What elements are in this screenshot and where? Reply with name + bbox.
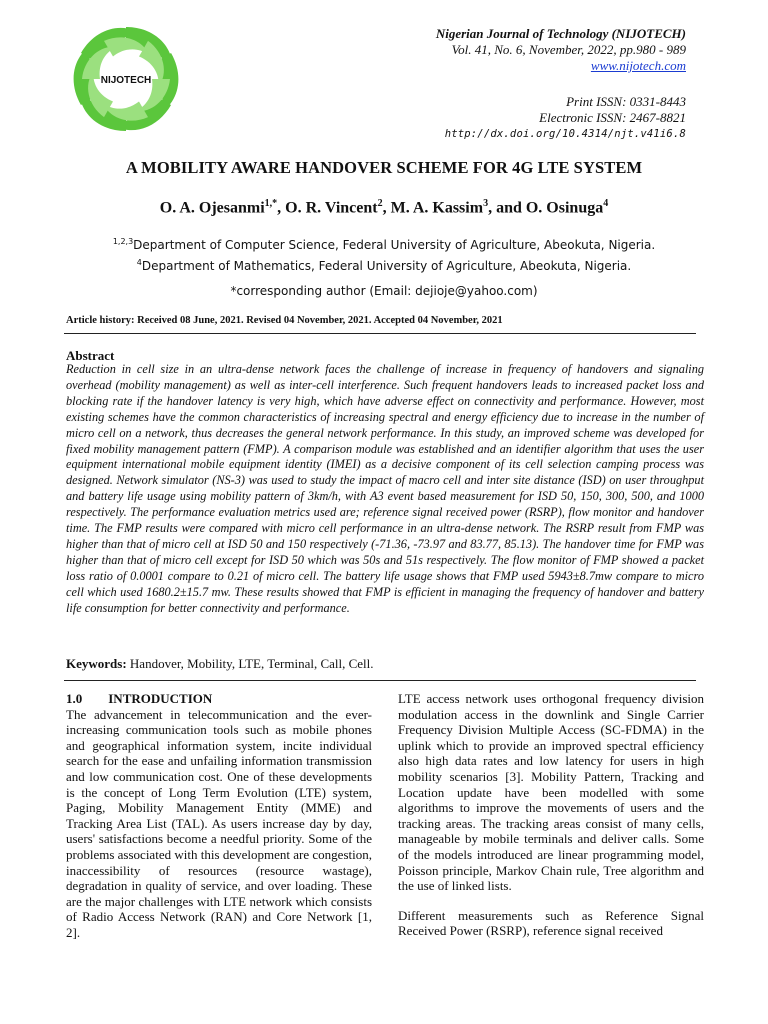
affiliation-sup: 4 [136,258,142,267]
abstract-heading: Abstract [66,348,115,363]
author-sup: 2 [377,198,383,209]
keywords-label: Keywords: [66,656,127,671]
affiliation-text: Department of Computer Science, Federal University of Agriculture, Abeokuta, Nigeria. [133,238,656,252]
affiliation-line [0,233,768,254]
journal-header [436,26,686,74]
author-name: M. A. Kassim [390,199,484,217]
corresponding-email[interactable]: Email: dejioje@yahoo.com [374,284,533,298]
section-heading [66,691,372,707]
author-name: O. A. Ojesanmi [159,199,265,217]
author-name: O. Osinuga [525,199,604,217]
body-column-left [66,691,372,941]
divider-top [64,333,696,334]
abstract-text: Reduction in cell size in an ultra-dense network faces the challenge of increase in frequency of handovers and signaling overhead (mobility management) as well as inter-cell interference. Such frequent handovers leads to increased packet loss and blocking rate if the handover latency is very high, which have adverse effect on connectivity and performance. However, most existing schemes have the common characteristics of increasing spectral and energy efficiency due to increase in the number of micro cell on a network, thus decreases the general network performance. In this study, an improved scheme was developed for fixed mobility management pattern (FMP). A comparison module was established and an identifier algorithm that uses the user equipment international mobile equipment identity (IMEI) as a decisive component of its cell selection camping process was designed. Network simulator (NS-3) was used to study the impact of macro cell and inter site distance (ISD) on user throughput and battery life usage using mobility pattern of 3km/h, with A3 event based measurement for ISD 50, 150, 300, 500, and 1000 respectively. The performance evaluation metrics used are; reference signal received power (RSRP), flow monitor and handover time. The FMP results were compared with micro cell performance in an ultra-dense network. The RSRP result from FMP was higher than that of micro cell at ISD 50 and 150 respectively (-71.36, -73.97 and 83.77, 85.13). The handover time for FMP was higher than that of micro cell except for ISD 50 which was 50s and 51s respectively. The flow monitor of FMP showed a packet loss ratio of 0.0001 compare to 0.21 of micro cell. The battery life usage shows that FMP used 5943±8.7mw compare to micro cell which used 1680.2±15.7 mw. These results showed that FMP is efficient in managing the frequency of handover and battery life consumption for better connectivity and performance. [66,362,704,615]
keywords [66,656,374,672]
affiliations [0,233,768,275]
article-history: Article history: Received 08 June, 2021. Revised 04 November, 2021. Accepted 04 November, 2021 [66,315,503,326]
intro-paragraph-2: LTE access network uses orthogonal frequency division modulation access in the downlink and Single Carrier Frequency Division Multiple Access (SC-FDMA) in the uplink which to provide an improved spectral efficiency also high data rates and low latency for users in high mobility scenarios [3]. Mobility Pattern, Tracking and Location update have been modelled with some algorithms to improve the movements of users and the tracking areas. The tracking areas consist of many cells, manageable by mobile terminals and deliver calls. Some of the models introduced are linear programming model, Poisson principle, Markov Chain rule, Tree algorithm and the use of linked lists. [398,691,704,894]
corresponding-label: *corresponding author ( [230,284,374,298]
intro-paragraph-3: Different measurements such as Reference Signal Received Power (RSRP), reference signal received [398,907,704,939]
doi-link[interactable]: http://dx.doi.org/10.4314/njt.v41i6.8 [444,128,686,140]
electronic-issn: Electronic ISSN: 2467-8821 [539,110,686,125]
author-sep: , [277,199,286,217]
corresponding-author [0,284,768,298]
section-title: INTRODUCTION [108,691,213,706]
print-issn: Print ISSN: 0331-8443 [566,94,686,109]
issn-block [445,94,686,142]
divider-bottom [64,680,696,681]
author-sup: 3 [483,198,489,209]
section-number: 1.0 [66,691,83,706]
author-sup: 1,* [264,198,278,209]
corresponding-close: ) [532,284,538,298]
affiliation-sup: 1,2,3 [112,237,134,246]
journal-name: Nigerian Journal of Technology (NIJOTECH) [435,26,686,41]
affiliation-line [0,254,768,275]
author-sep: , [382,199,391,217]
logo-text: NIJOTECH [100,75,152,86]
intro-paragraph-1: The advancement in telecommunication and the ever-increasing communication tools such as mobile phones and geographical information system, incite individual search for the ease and unfailing information transmission and low communication cost. One of these developments is the concept of Long Term Evolution (LTE) system, Paging, Mobility Management Entity (MME) and Tracking Area List (TAL). As users increase day by day, users' satisfactions become a needful priority. Some of the problems associated with this development are congestion, inaccessibility of resources (resource wastage), degradation in quality of service, and over loading. These are the major challenges with LTE network which consists of Radio Access Network (RAN) and Core Network [1, 2]. [66,706,372,940]
keywords-text: Handover, Mobility, LTE, Terminal, Call, Cell. [126,656,374,671]
nijotech-logo [66,24,186,134]
author-sup: 4 [603,198,609,209]
author-sep: , and [488,199,526,217]
volume-line: Vol. 41, No. 6, November, 2022, pp.980 - 989 [451,42,686,57]
author-name: O. R. Vincent [285,199,378,217]
affiliation-text: Department of Mathematics, Federal University of Agriculture, Abeokuta, Nigeria. [141,259,632,273]
paper-title: A MOBILITY AWARE HANDOVER SCHEME FOR 4G LTE SYSTEM [125,158,643,177]
author-list [0,198,768,217]
journal-url-link[interactable]: www.nijotech.com [590,58,686,73]
body-column-right [398,691,704,939]
